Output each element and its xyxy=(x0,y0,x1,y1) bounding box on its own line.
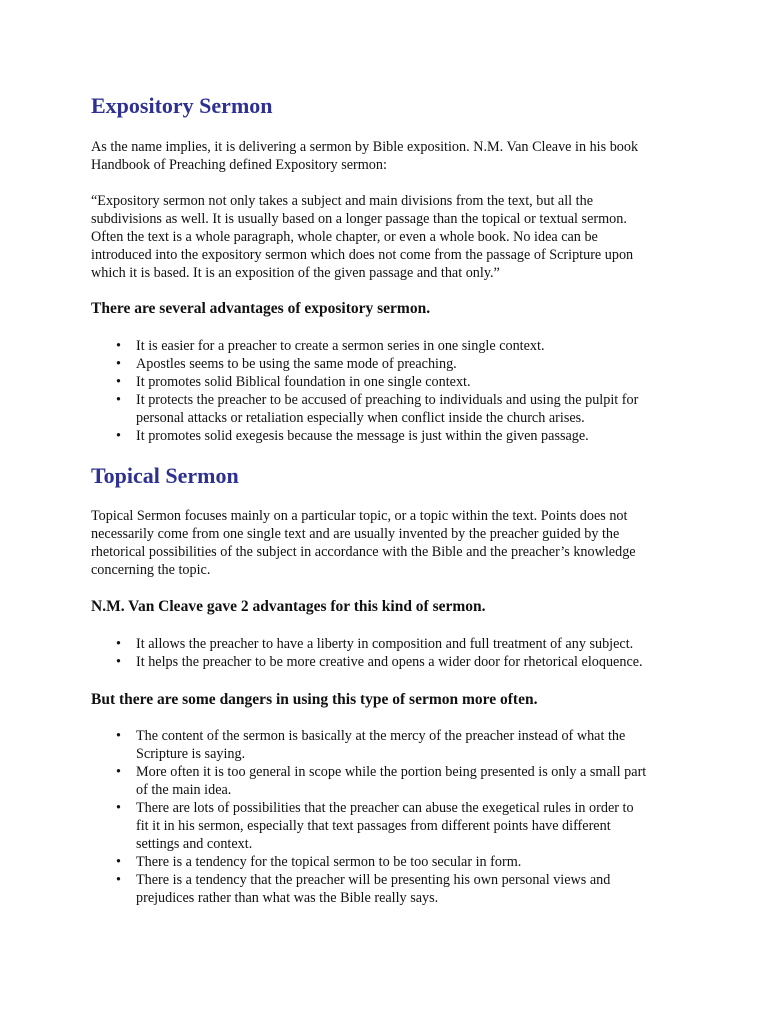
list-item-line: There are lots of possibilities that the preacher can abuse the exegetical rules in order to xyxy=(136,800,634,816)
quote-line: subdivisions as well. It is usually based on a longer passage than the topical or textual sermon. xyxy=(91,211,627,227)
list-item xyxy=(91,763,681,799)
list-item xyxy=(91,391,681,427)
list-item-line: It promotes solid exegesis because the message is just within the given passage. xyxy=(136,428,589,444)
paragraph-line: Handbook of Preaching defined Expository sermon: xyxy=(91,157,387,173)
paragraph-line: As the name implies, it is delivering a sermon by Bible exposition. N.M. Van Cleave in his book xyxy=(91,139,639,155)
list-item-line: of the main idea. xyxy=(136,782,232,798)
list-item-line: It helps the preacher to be more creative and opens a wider door for rhetorical eloquence. xyxy=(136,654,643,670)
list-item-line: More often it is too general in scope while the portion being presented is only a small part xyxy=(136,764,647,780)
quote-line: Often the text is a whole paragraph, whole chapter, or even a whole book. No idea can be xyxy=(91,229,598,245)
bullet-icon: • xyxy=(116,854,121,870)
list-item-line: personal attacks or retaliation especially when conflict inside the church arises. xyxy=(136,410,585,426)
list-item-line: There is a tendency that the preacher will be presenting his own personal views and xyxy=(136,872,611,888)
topical-sermon-heading: Topical Sermon xyxy=(91,463,239,488)
expository-advantages-heading: There are several advantages of expository sermon. xyxy=(91,300,431,317)
topical-dangers-list xyxy=(91,727,681,907)
list-item xyxy=(91,853,681,871)
list-item-line: It is easier for a preacher to create a sermon series in one single context. xyxy=(136,338,545,354)
bullet-icon: • xyxy=(116,392,121,408)
list-item-line: It allows the preacher to have a liberty in composition and full treatment of any subject. xyxy=(136,636,634,652)
topical-intro-paragraph xyxy=(91,507,681,579)
list-item xyxy=(91,871,681,907)
bullet-icon: • xyxy=(116,338,121,354)
list-item-line: prejudices rather than what was the Bible really says. xyxy=(136,890,439,906)
quote-line: “Expository sermon not only takes a subject and main divisions from the text, but all the xyxy=(91,193,593,209)
bullet-icon: • xyxy=(116,428,121,444)
bullet-icon: • xyxy=(116,800,121,816)
list-item xyxy=(91,635,681,653)
bullet-icon: • xyxy=(116,356,121,372)
paragraph-line: rhetorical possibilities of the subject in accordance with the Bible and the preacher’s knowledge xyxy=(91,544,636,560)
list-item-line: The content of the sermon is basically at the mercy of the preacher instead of what the xyxy=(136,728,626,744)
expository-definition-quote xyxy=(91,192,681,282)
bullet-icon: • xyxy=(116,764,121,780)
list-item-line: fit it in his sermon, especially that text passages from different points have different xyxy=(136,818,611,834)
expository-advantages-list xyxy=(91,337,681,445)
paragraph-line: Topical Sermon focuses mainly on a particular topic, or a topic within the text. Points does not xyxy=(91,508,628,524)
bullet-icon: • xyxy=(116,636,121,652)
bullet-icon: • xyxy=(116,728,121,744)
topical-dangers-heading: But there are some dangers in using this type of sermon more often. xyxy=(91,691,538,708)
bullet-icon: • xyxy=(116,654,121,670)
list-item xyxy=(91,427,681,445)
list-item-line: It protects the preacher to be accused of preaching to individuals and using the pulpit for xyxy=(136,392,639,408)
bullet-icon: • xyxy=(116,374,121,390)
paragraph-line: concerning the topic. xyxy=(91,562,211,578)
topical-advantages-list xyxy=(91,635,681,671)
list-item-line: Scripture is saying. xyxy=(136,746,246,762)
list-item xyxy=(91,799,681,853)
quote-line: introduced into the expository sermon which does not come from the passage of Scripture upon xyxy=(91,247,634,263)
list-item-line: There is a tendency for the topical sermon to be too secular in form. xyxy=(136,854,522,870)
expository-intro-paragraph xyxy=(91,138,681,174)
list-item xyxy=(91,727,681,763)
list-item-line: settings and context. xyxy=(136,836,253,852)
list-item xyxy=(91,337,681,355)
bullet-icon: • xyxy=(116,872,121,888)
quote-line: which it is based. It is an exposition of the given passage and that only.” xyxy=(91,265,500,281)
topical-advantages-heading: N.M. Van Cleave gave 2 advantages for this kind of sermon. xyxy=(91,598,486,615)
list-item xyxy=(91,373,681,391)
list-item-line: It promotes solid Biblical foundation in one single context. xyxy=(136,374,471,390)
list-item xyxy=(91,355,681,373)
expository-sermon-heading: Expository Sermon xyxy=(91,93,273,118)
list-item xyxy=(91,653,681,671)
paragraph-line: necessarily come from one single text and are usually invented by the preacher guided by the xyxy=(91,526,620,542)
list-item-line: Apostles seems to be using the same mode of preaching. xyxy=(136,356,457,372)
